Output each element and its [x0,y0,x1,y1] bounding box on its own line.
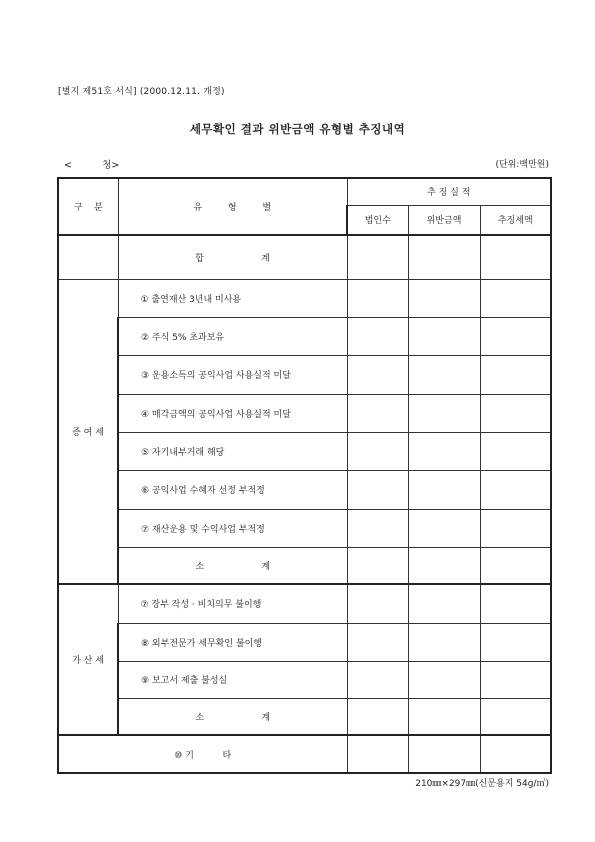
data-cell[interactable] [480,661,551,698]
total-blank-cell [58,235,118,279]
data-cell[interactable] [480,698,551,735]
additional-tax-item: ⑦ 장부 작성 · 비치의무 불이행 [118,584,347,623]
gift-tax-item: ⑦ 재산운용 및 수익사업 부적정 [118,509,347,547]
gift-tax-label: 증 여 세 [58,279,118,584]
data-cell[interactable] [408,317,480,355]
data-cell[interactable] [347,661,408,698]
gift-tax-subtotal-label: 소 계 [118,547,347,584]
header-violation-amount: 위반금액 [408,205,480,235]
data-cell[interactable] [347,509,408,547]
data-cell[interactable] [408,432,480,470]
data-cell[interactable] [480,547,551,584]
data-cell[interactable] [408,623,480,661]
form-number-label: [별지 제51호 서식] (2000.12.11. 개정) [58,87,225,97]
data-cell[interactable] [408,661,480,698]
data-cell[interactable] [408,470,480,509]
header-category: 구 분 [58,178,118,235]
total-violation-cell[interactable] [408,235,480,279]
additional-tax-subtotal-label: 소 계 [118,698,347,735]
data-cell[interactable] [347,547,408,584]
data-cell[interactable] [347,623,408,661]
total-tax-cell[interactable] [480,235,551,279]
gift-tax-item: ⑤ 자기내부거래 해당 [118,432,347,470]
header-company-count: 법인수 [347,205,408,235]
gift-tax-item: ⑥ 공익사업 수혜자 선정 부적정 [118,470,347,509]
data-cell[interactable] [480,470,551,509]
data-cell[interactable] [480,584,551,623]
data-cell[interactable] [347,432,408,470]
total-label: 합 계 [118,235,347,279]
data-cell[interactable] [480,509,551,547]
data-cell[interactable] [347,394,408,432]
data-cell[interactable] [480,735,551,773]
other-label: ⑩ 기 타 [58,735,347,773]
data-cell[interactable] [408,735,480,773]
header-tax-amount: 추징세액 [480,205,551,235]
data-cell[interactable] [347,470,408,509]
data-cell[interactable] [408,279,480,317]
gift-tax-item: ④ 매각금액의 공익사업 사용실적 미달 [118,394,347,432]
header-collection: 추 징 실 적 [347,178,551,205]
data-cell[interactable] [347,698,408,735]
additional-tax-item: ⑧ 외부전문가 세무확인 불이행 [118,623,347,661]
header-type: 유 형 별 [118,178,347,235]
data-cell[interactable] [408,355,480,394]
data-cell[interactable] [347,317,408,355]
data-cell[interactable] [480,432,551,470]
data-cell[interactable] [347,735,408,773]
data-cell[interactable] [480,623,551,661]
data-cell[interactable] [408,509,480,547]
data-cell[interactable] [408,394,480,432]
paper-spec-footer: 210㎜×297㎜(신문용지 54g/㎡) [415,779,549,789]
page-title: 세무확인 결과 위반금액 유형별 추징내역 [189,122,406,136]
additional-tax-item: ⑨ 보고서 제출 불성실 [118,661,347,698]
data-cell[interactable] [347,355,408,394]
unit-label: (단위:백만원) [495,160,549,170]
data-cell[interactable] [408,547,480,584]
gift-tax-item: ② 주식 5% 초과보유 [118,317,347,355]
additional-tax-label: 가 산 세 [58,584,118,735]
data-cell[interactable] [480,279,551,317]
collection-table [57,177,552,774]
data-cell[interactable] [347,584,408,623]
data-cell[interactable] [480,394,551,432]
data-cell[interactable] [480,317,551,355]
data-cell[interactable] [347,279,408,317]
data-cell[interactable] [408,584,480,623]
data-cell[interactable] [408,698,480,735]
data-cell[interactable] [480,355,551,394]
office-label: < 청> [64,160,120,171]
total-count-cell[interactable] [347,235,408,279]
gift-tax-item: ③ 운용소득의 공익사업 사용실적 미달 [118,355,347,394]
gift-tax-item: ① 출연재산 3년내 미사용 [118,279,347,317]
